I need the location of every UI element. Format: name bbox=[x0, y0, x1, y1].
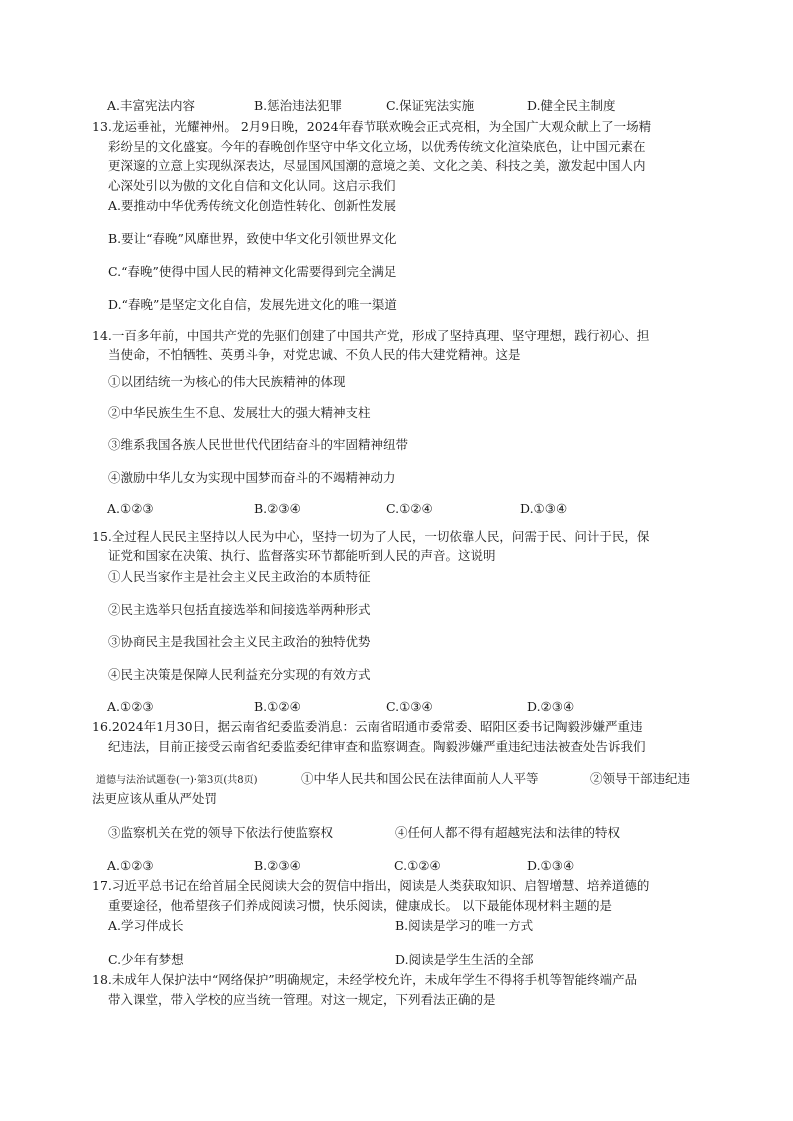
question-14-option-a: A.①②③ bbox=[107, 501, 154, 516]
question-13-line-2: 彩纷呈的文化盛宴。今年的春晚创作坚守中华文化立场，以优秀传统文化渲染底色，让中国元素在 bbox=[108, 139, 646, 154]
question-16-option-c: C.①②④ bbox=[394, 858, 441, 873]
question-17-line-1: 17.习近平总书记在给首届全民阅读大会的贺信中指出，阅读是人类获取知识、启智增慧、培养道德的 bbox=[92, 878, 650, 893]
question-16-statement-2-cont: 法更应该从重从严处罚 bbox=[92, 791, 218, 806]
question-17-line-2: 重要途径，他希望孩子们养成阅读习惯，快乐阅读，健康成长。 以下最能体现材料主题的是 bbox=[108, 898, 612, 913]
page-footer: 道德与法治试题卷(一)·第3页(共8页) bbox=[96, 775, 258, 786]
question-16-statement-4: ④任何人都不得有超越宪法和法律的特权 bbox=[395, 825, 621, 840]
question-14-line-2: 当使命，不怕牺牲、英勇斗争，对党忠诚、不负人民的伟大建党精神。这是 bbox=[108, 347, 521, 362]
question-13-line-1: 13.龙运垂祉，光耀神州。 2月9日晚，2024年春节联欢晚会正式亮相，为全国广大观众献上了一场精 bbox=[92, 119, 652, 134]
question-13-option-c: C.“春晚”使得中国人民的精神文化需要得到完全满足 bbox=[108, 264, 397, 279]
question-18-line-1: 18.未成年人保护法中“网络保护”明确规定，未经学校允许，未成年学生不得将手机等智能终端产品 bbox=[92, 972, 638, 987]
question-16-statement-1: ①中华人民共和国公民在法律面前人人平等 bbox=[301, 771, 539, 786]
question-14-option-b: B.②③④ bbox=[254, 501, 301, 516]
question-14-statement-1: ①以团结统一为核心的伟大民族精神的体现 bbox=[108, 374, 346, 389]
question-15-statement-2: ②民主选举只包括直接选举和间接选举两种形式 bbox=[108, 602, 371, 617]
question-13-option-a: A.要推动中华优秀传统文化创造性转化、创新性发展 bbox=[108, 198, 397, 213]
question-17-option-b: B.阅读是学习的唯一方式 bbox=[395, 918, 534, 933]
question-16-statement-2: ②领导干部违纪违 bbox=[590, 771, 691, 786]
question-17-option-a: A.学习伴成长 bbox=[108, 918, 184, 933]
question-13-option-d: D.“春晚”是坚定文化自信，发展先进文化的唯一渠道 bbox=[108, 297, 397, 312]
question-15-option-c: C.①③④ bbox=[386, 699, 433, 714]
option-a: A.丰富宪法内容 bbox=[107, 98, 196, 113]
question-13-line-3: 更深邃的立意上实现纵深表达，尽显国风国潮的意境之美、文化之美、科技之美，激发起中国人内 bbox=[108, 158, 646, 173]
question-15-line-2: 证党和国家在决策、执行、监督落实环节都能听到人民的声音。这说明 bbox=[108, 548, 496, 563]
question-15-statement-4: ④民主决策是保障人民利益充分实现的有效方式 bbox=[108, 667, 371, 682]
question-14-option-c: C.①②④ bbox=[386, 501, 433, 516]
option-d: D.健全民主制度 bbox=[527, 98, 616, 113]
question-16-option-d: D.①③④ bbox=[527, 858, 575, 873]
question-15-option-b: B.①②④ bbox=[254, 699, 301, 714]
question-16-option-b: B.②③④ bbox=[254, 858, 301, 873]
question-18-line-2: 带入课堂，带入学校的应当统一管理。对这一规定，下列看法正确的是 bbox=[108, 992, 496, 1007]
question-15-line-1: 15.全过程人民民主坚持以人民为中心，坚持一切为了人民，一切依靠人民，问需于民、问计于民，保 bbox=[92, 529, 650, 544]
question-16-line-2: 纪违法，目前正接受云南省纪委监委纪律审查和监察调查。陶毅涉嫌严重违纪违法被查处告诉我们 bbox=[108, 739, 646, 754]
question-14-statement-3: ③维系我国各族人民世世代代团结奋斗的牢固精神纽带 bbox=[108, 437, 409, 452]
question-16-statement-3: ③监察机关在党的领导下依法行使监察权 bbox=[108, 825, 334, 840]
question-16-line-1: 16.2024年1月30日，据云南省纪委监委消息：云南省昭通市委常委、昭阳区委书记陶毅涉嫌严重违 bbox=[92, 719, 643, 734]
question-17-option-d: D.阅读是学生生活的全部 bbox=[395, 952, 534, 967]
question-16-option-a: A.①②③ bbox=[107, 858, 154, 873]
option-c: C.保证宪法实施 bbox=[386, 98, 475, 113]
question-15-statement-1: ①人民当家作主是社会主义民主政治的本质特征 bbox=[108, 569, 371, 584]
question-13-line-4: 心深处引以为傲的文化自信和文化认同。这启示我们 bbox=[108, 178, 396, 193]
question-13-option-b: B.要让“春晚”风靡世界，致使中华文化引领世界文化 bbox=[108, 231, 397, 246]
question-14-statement-2: ②中华民族生生不息、发展壮大的强大精神支柱 bbox=[108, 405, 371, 420]
question-14-option-d: D.①③④ bbox=[520, 501, 568, 516]
question-15-option-a: A.①②③ bbox=[107, 699, 154, 714]
question-14-statement-4: ④激励中华儿女为实现中国梦而奋斗的不竭精神动力 bbox=[108, 470, 396, 485]
question-15-option-d: D.②③④ bbox=[527, 699, 575, 714]
question-14-line-1: 14.一百多年前，中国共产党的先驱们创建了中国共产党，形成了坚持真理、坚守理想，践行初心、担 bbox=[92, 328, 650, 343]
question-15-statement-3: ③协商民主是我国社会主义民主政治的独特优势 bbox=[108, 634, 371, 649]
question-17-option-c: C.少年有梦想 bbox=[108, 952, 184, 967]
option-b: B.惩治违法犯罪 bbox=[254, 98, 343, 113]
